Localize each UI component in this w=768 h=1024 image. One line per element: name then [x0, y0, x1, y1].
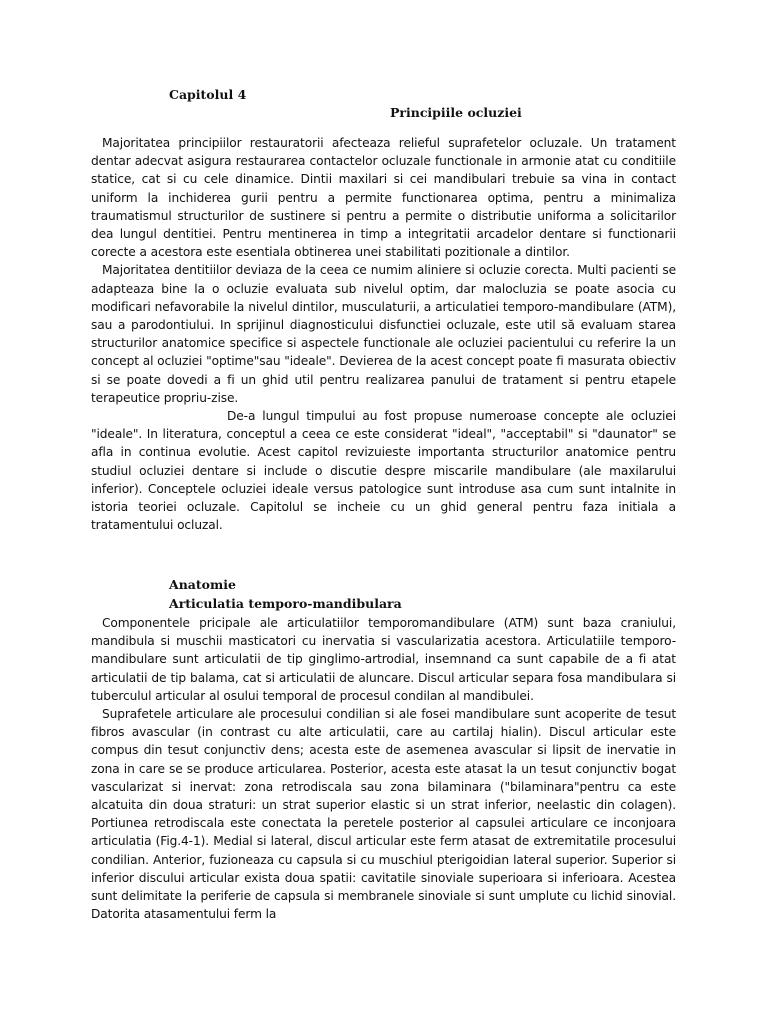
paragraph: Componentele pricipale ale articulatiilor temporomandibulare (ATM) sunt baza craniului, mandibula si muschii masticatori cu inervatia si vascularizatia acestora. Articulatiile temporo-mandibulare sunt articulatii de tip ginglimo-artrodial, insemnand ca sunt capabile de a fi atat articulatii de tip balama, cat si articulatii de aluncare. Discul articular separa fosa mandibulara si tuberculul articular al osului temporal de procesul condilan al mandibulei.: [91, 616, 676, 703]
paragraph: Suprafetele articulare ale procesului condilian si ale fosei mandibulare sunt acoperite de tesut fibros avascular (in contrast cu alte articulatii, care au cartilaj hialin). Discul articular este compus din tesut conjunctiv dens; acesta este de asemenea avascular si lipsit de inervatie in zona in care se se produce articularea. Posterior, acesta este atasat la un tesut conjunctiv bogat vascularizat si inervat: zona retrodiscala sau zona bilaminara ("bilaminara"pentru ca este alcatuita din doua straturi: un strat superior elastic si un strat inferior, neelastic din colagen). Portiunea retrodiscala este conectata la peretele posterior al capsulei articulare ce inconjoara articulatia (Fig.4-1). Medial si lateral, discul articular este ferm atasat de extremitatile procesului condilian. Anterior, fuzioneaza cu capsula si cu muschiul pterigoidian lateral superior. Superior si inferior discului articular exista doua spatii: cavitatile sinoviale superioara si inferioara. Acestea sunt delimitate la periferie de capsula si membranele sinoviale si sunt umplute cu lichid sinovial. Datorita atasamentului ferm la: [91, 707, 676, 922]
intro-section: [91, 134, 676, 534]
chapter-label: Capitolul 4: [169, 87, 247, 102]
atm-section: [91, 614, 676, 923]
chapter-title: Principiile ocluziei: [390, 105, 522, 120]
section-heading: Anatomie: [169, 577, 236, 592]
paragraph: Majoritatea dentitiilor deviaza de la ceea ce numim aliniere si ocluzie corecta. Multi pacienti se adapteaza bine la o ocluzie evaluata sub nivelul optim, dar malocluzia se poate asocia cu modificari nefavorabile la nivelul dintilor, musculaturii, a articulatiei temporo-mandibulare (ATM), sau a parodontiului. In sprijinul diagnosticului disfunctiei ocluzale, este util să evaluam starea structurilor anatomice specifice si aspectele functionale ale ocluziei pacientului cu referire la un concept al ocluziei "optime"sau "ideale". Devierea de la acest concept poate fi masurata obiectiv si se poate dovedi a fi un ghid util pentru realizarea panului de tratament si pentru etapele terapeutice propriu-zise.: [91, 263, 676, 405]
paragraph: Majoritatea principiilor restauratorii afecteaza relieful suprafetelor ocluzale. Un tratament dentar adecvat asigura restaurarea contactelor ocluzale functionale in armonie atat cu conditiile statice, cat si cu cele dinamice. Dintii maxilari si cei mandibulari trebuie sa vina in contact uniform la inchiderea gurii pentru a permite functionarea optima, pentru a minimaliza traumatismul structurilor de sustinere si pentru a permite o distributie uniforma a solicitarilor dea lungul dentitiei. Pentru mentinerea in timp a integritatii arcadelor dentare si functionarii corecte a acestora este esentiala obtinerea unei stabilitati pozitionale a dintilor.: [91, 136, 676, 260]
paragraph: De-a lungul timpului au fost propuse numeroase concepte ale ocluziei "ideale". In literatura, conceptul a ceea ce este considerat "ideal", "acceptabil" si "daunator" se afla in continua evolutie. Acest capitol revizuieste importanta structurilor anatomice pentru studiul ocluziei dentare si include o discutie despre miscarile mandibulare (ale maxilarului inferior). Conceptele ocluziei ideale versus patologice sunt introduse asa cum sunt intalnite in istoria teoriei ocluzale. Capitolul se incheie cu un ghid general pentru faza initiala a tratamentului ocluzal.: [91, 409, 676, 533]
subsection-heading: Articulatia temporo-mandibulara: [169, 596, 402, 611]
